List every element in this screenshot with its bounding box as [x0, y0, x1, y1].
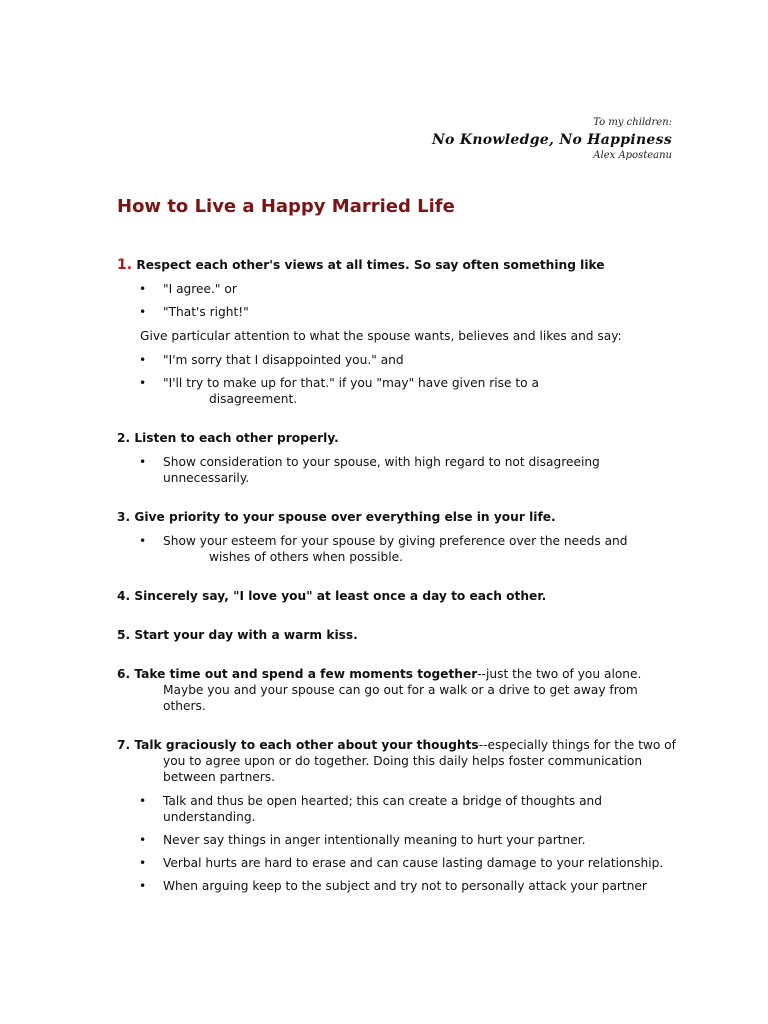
list-item-continuation: unnecessarily. — [163, 471, 250, 485]
bullet-icon: • — [139, 455, 147, 469]
section-1-heading — [117, 257, 677, 273]
bullet-icon: • — [139, 856, 147, 870]
list-item — [117, 793, 677, 825]
section-7-body: --especially things for the two of you to agree upon or do together. Doing this daily helps foster communication between partners. — [163, 738, 676, 784]
section-7-heading: 7. Talk graciously to each other about your thoughts — [117, 738, 479, 752]
section-2 — [117, 430, 677, 486]
section-1-number: 1. — [117, 257, 133, 273]
page-title: How to Live a Happy Married Life — [117, 196, 455, 217]
list-item-continuation: wishes of others when possible. — [209, 550, 404, 564]
list-item-text: Talk and thus be open hearted; this can create a bridge of thoughts and understanding. — [163, 794, 603, 824]
list-item — [117, 304, 677, 320]
section-1-bullets-b — [117, 352, 677, 407]
section-5 — [117, 627, 677, 643]
list-item-text: "I'm sorry that I disappointed you." and — [163, 353, 404, 367]
section-1-bullets-a — [117, 281, 677, 320]
bullet-icon: • — [139, 305, 147, 319]
list-item-text: When arguing keep to the subject and try not to personally attack your partner — [163, 879, 647, 893]
list-item — [117, 352, 677, 368]
section-1-heading-text: Respect each other's views at all times. So say often something like — [136, 258, 605, 272]
list-item — [117, 281, 677, 297]
section-3-heading: 3. Give priority to your spouse over everything else in your life. — [117, 510, 556, 524]
section-7 — [117, 737, 677, 894]
bullet-icon: • — [139, 879, 147, 893]
header-block — [432, 116, 672, 162]
list-item — [117, 832, 677, 848]
list-item-text: "I agree." or — [163, 282, 237, 296]
section-7-intro — [117, 737, 677, 785]
document-content — [117, 259, 677, 894]
section-1 — [117, 257, 677, 407]
section-2-heading: 2. Listen to each other properly. — [117, 431, 339, 445]
list-item-text: "That's right!" — [163, 305, 249, 319]
list-item-text: Show consideration to your spouse, with high regard to not disagreeing — [163, 455, 600, 469]
section-3 — [117, 509, 677, 565]
list-item-text: Never say things in anger intentionally meaning to hurt your partner. — [163, 833, 586, 847]
section-7-bullets — [117, 793, 677, 894]
bullet-icon: • — [139, 794, 147, 808]
section-5-heading: 5. Start your day with a warm kiss. — [117, 628, 358, 642]
list-item — [117, 375, 677, 407]
section-1-paragraph: Give particular attention to what the spouse wants, believes and likes and say: — [140, 329, 622, 343]
list-item — [117, 855, 677, 871]
section-4 — [117, 588, 677, 604]
list-item — [117, 454, 677, 486]
dedication-text: To my children: — [593, 117, 672, 128]
section-3-bullets — [117, 533, 677, 565]
bullet-icon: • — [139, 353, 147, 367]
motto-text: No Knowledge, No Happiness — [431, 132, 672, 148]
bullet-icon: • — [139, 833, 147, 847]
list-item-text: Verbal hurts are hard to erase and can cause lasting damage to your relationship. — [163, 856, 664, 870]
section-6-body: --just the two of you alone. Maybe you and your spouse can go out for a walk or a drive to get away from others. — [163, 667, 642, 713]
bullet-icon: • — [139, 534, 147, 548]
bullet-icon: • — [139, 282, 147, 296]
list-item-text: Show your esteem for your spouse by giving preference over the needs and — [163, 534, 628, 548]
list-item-text: "I'll try to make up for that." if you "may" have given rise to a — [163, 376, 539, 390]
bullet-icon: • — [139, 376, 147, 390]
author-name: Alex Aposteanu — [593, 150, 672, 161]
list-item — [117, 533, 677, 565]
section-2-bullets — [117, 454, 677, 486]
section-6 — [117, 666, 677, 714]
section-4-heading: 4. Sincerely say, "I love you" at least once a day to each other. — [117, 589, 547, 603]
list-item — [117, 878, 677, 894]
section-6-heading: 6. Take time out and spend a few moments together — [117, 667, 478, 681]
list-item-continuation: disagreement. — [209, 392, 298, 406]
